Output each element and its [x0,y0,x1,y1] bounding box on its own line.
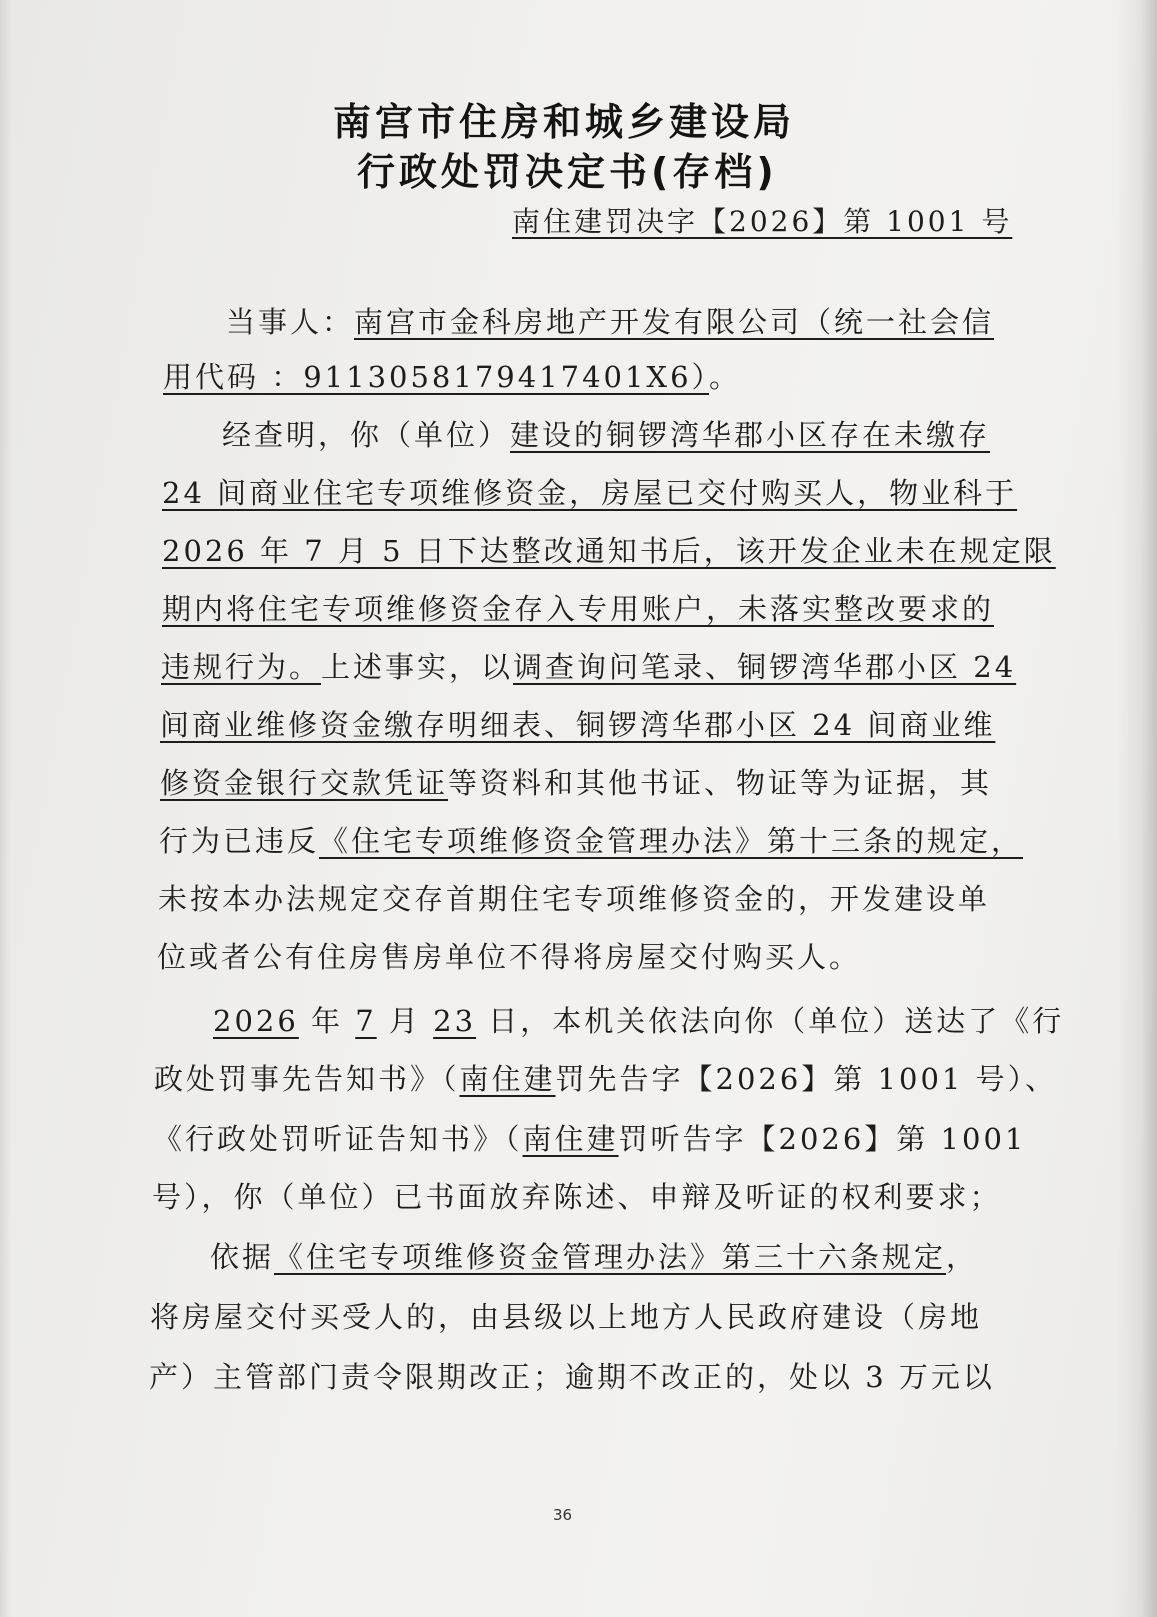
notice-day: 23 [433,1004,477,1038]
facts-l8-plain: 行为已违反 [159,824,320,858]
document-title-line1: 南宫市住房和城乡建设局 [333,100,796,144]
page-number: 36 [553,1506,573,1524]
facts-l2-underlined: 24 间商业住宅专项维修资金，房屋已交付购买人，物业科于 [162,476,1018,510]
document-title-line2: 行政处罚决定书(存档) [357,150,778,194]
facts-line3 [162,534,1056,569]
facts-line4 [162,592,994,627]
facts-line5 [161,650,1016,685]
basis-line1 [210,1240,978,1275]
facts-l4-underlined: 期内将住宅专项维修资金存入专用账户，未落实整改要求的 [162,592,995,626]
notice-l3-a: 《行政处罚听证告知书》（ [153,1122,523,1156]
document-number [512,205,1012,239]
facts-line6 [160,708,995,743]
facts-line8 [159,824,1023,859]
facts-line2 [162,476,1017,511]
notice-l2-underlined: 南住建 [459,1062,556,1096]
facts-line10: 位或者公有住房售房单位不得将房屋交付购买人。 [157,940,862,974]
page-left-shadow [0,0,12,1617]
party-end: 。 [709,360,742,394]
notice-line1 [213,1004,1064,1039]
notice-l2-b: 罚先告字【2026】第 1001 号）、 [555,1062,1058,1096]
facts-l6-underlined: 间商业维修资金缴存明细表、铜锣湾华郡小区 24 间商业维 [160,708,996,742]
notice-t3: 日，本机关依法向你（单位）送达了《行 [476,1004,1065,1038]
facts-l1-plain: 经查明，你（单位） [222,418,511,452]
basis-l1-underlined: 《住宅专项维修资金管理办法》第三十六条规定 [274,1240,947,1274]
notice-t2: 月 [376,1004,434,1038]
party-name-part1: 南宫市金科房地产开发有限公司（统一社会信 [354,305,995,339]
notice-month: 7 [355,1004,377,1038]
basis-l1-end: ， [946,1240,979,1274]
facts-l5-plain: 上述事实，以 [321,650,514,684]
notice-t1: 年 [298,1004,356,1038]
facts-l5-underlined-2: 调查询问笔录、铜锣湾华郡小区 24 [513,650,1017,684]
party-line1 [226,305,994,340]
notice-line2 [154,1062,1057,1097]
notice-line3 [153,1122,1026,1157]
facts-line9: 未按本办法规定交存首期住宅专项维修资金的，开发建设单 [158,882,991,916]
notice-year: 2026 [213,1004,299,1038]
notice-l3-underlined: 南住建 [522,1122,619,1156]
facts-l3-underlined: 2026 年 7 月 5 日下达整改通知书后，该开发企业未在规定限 [162,534,1056,568]
basis-line2: 将房屋交付买受人的，由县级以上地方人民政府建设（房地 [150,1300,983,1334]
facts-l7-plain: 等资料和其他书证、物证等为证据，其 [448,766,993,800]
basis-l1-plain: 依据 [210,1240,275,1274]
facts-line1 [222,418,990,453]
facts-l8-underlined: 《住宅专项维修资金管理办法》第十三条的规定， [319,824,1024,858]
basis-line3: 产）主管部门责令限期改正；逾期不改正的，处以 3 万元以 [149,1360,995,1394]
document-number-text: 南住建罚决字【2026】第 1001 号 [512,205,1013,238]
facts-l7-underlined: 修资金银行交款凭证 [160,766,449,800]
page-right-shadow [1117,0,1157,1617]
notice-l3-b: 罚听告字【2026】第 1001 [618,1122,1027,1156]
facts-l5-underlined: 违规行为。 [161,650,322,684]
facts-l1-underlined: 建设的铜锣湾华郡小区存在未缴存 [510,418,991,452]
party-name-part2: 用代码 ：9113058179417401X6） [163,360,710,394]
party-label: 当事人： [226,305,355,339]
party-line2 [163,360,741,395]
facts-line7 [160,766,992,801]
notice-line4: 号），你（单位）已书面放弃陈述、申辩及听证的权利要求； [152,1180,1002,1214]
notice-l2-a: 政处罚事先告知书》（ [154,1062,460,1096]
